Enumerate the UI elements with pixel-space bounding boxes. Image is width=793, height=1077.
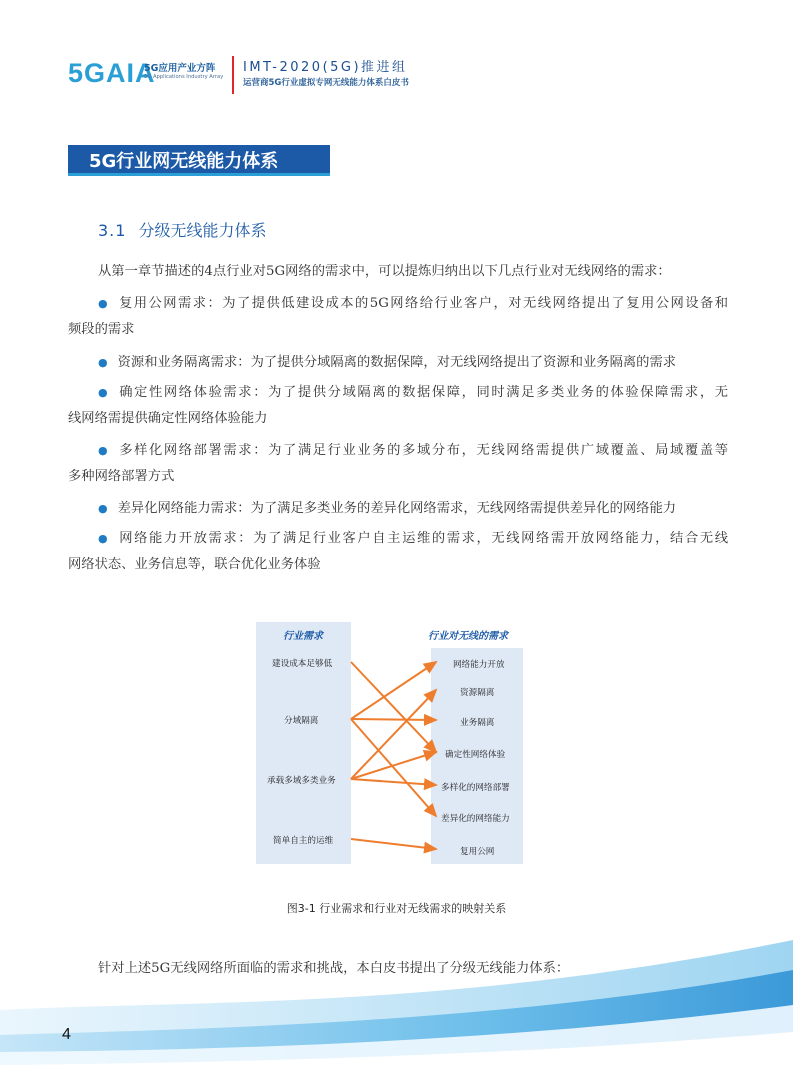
org-title: IMT-2020(5G)推进组 [243,60,408,75]
bullet-dot-icon: ● [98,444,110,457]
list-item [68,291,728,343]
right-header: 行业对无线的需求 [428,631,508,642]
page-number: 4 [62,1026,71,1043]
bullet-line: ● 资源和业务隔离需求：为了提供分域隔离的数据保障，对无线网络提出了资源和业务隔离的需求 [98,355,677,370]
arrows-layer [256,622,541,867]
bullet-line: ● 网络能力开放需求：为了满足行业客户自主运维的需求，无线网络需开放网络能力，结合无线 [98,531,729,546]
list-item [68,438,728,490]
right-item: 多样化的网络部署 [441,783,510,793]
mapping-arrow [351,662,436,719]
bullet-line: ● 多样化网络部署需求：为了满足行业业务的多域分布，无线网络需提供广域覆盖、局域覆盖等 [98,443,729,458]
right-item: 网络能力开放 [453,660,505,670]
bullet-dot-icon: ● [98,386,110,399]
section-title: 5G行业网无线能力体系 [89,151,279,172]
logo-text: 5GAIA [68,58,156,88]
bullet-line-continued: 网络状态、业务信息等，联合优化业务体验 [68,557,321,572]
mapping-arrow [351,839,436,849]
right-item: 确定性网络体验 [445,750,506,760]
figure-caption: 图3-1 行业需求和行业对无线需求的映射关系 [286,902,507,915]
mapping-arrow [351,779,436,785]
bullet-line-continued: 多种网络部署方式 [68,469,175,484]
mapping-diagram [256,622,541,867]
bullet-line-continued: 频段的需求 [68,322,135,337]
mapping-arrow [351,662,436,752]
subsection-heading [98,218,266,241]
bullet-line-continued: 线网络需提供确定性网络体验能力 [68,411,268,426]
mapping-arrow [351,719,436,720]
header-divider [232,56,234,94]
left-item: 承载多域多类业务 [267,776,336,786]
bullet-dot-icon: ● [98,502,108,515]
subsection-title: 分级无线能力体系 [138,221,267,240]
logo-en-text: 5G Applications Industry Array [144,74,224,80]
bullet-dot-icon: ● [98,532,110,545]
logo [68,54,228,94]
doc-subtitle: 运营商5G行业虚拟专网无线能力体系白皮书 [243,78,409,88]
intro-paragraph: 从第一章节描述的4点行业对5G网络的需求中，可以提炼归纳出以下几点行业对无线网络的需求： [98,264,671,279]
right-item: 复用公网 [460,847,495,857]
bullet-line: ● 复用公网需求：为了提供低建设成本的5G网络给行业客户，对无线网络提出了复用公网设备和 [98,296,728,311]
section-title-bar [68,145,330,176]
bullet-line: ● 差异化网络能力需求：为了满足多类业务的差异化网络需求，无线网络需提供差异化的网络能力 [98,501,677,516]
right-item: 资源隔离 [460,688,495,698]
bullet-line: ● 确定性网络体验需求：为了提供分域隔离的数据保障，同时满足多类业务的体验保障需求，无 [98,385,729,400]
left-header: 行业需求 [283,631,323,642]
list-item [68,496,728,522]
left-item: 分域隔离 [284,716,319,726]
list-item [68,350,728,376]
list-item [68,380,728,432]
left-item: 简单自主的运维 [273,836,334,846]
left-item: 建设成本足够低 [272,659,333,669]
subsection-number: 3.1 [98,221,127,240]
bullet-dot-icon: ● [98,297,110,310]
logo-cn-text: 5G应用产业方阵 [144,63,216,74]
right-item: 业务隔离 [460,718,495,728]
list-item [68,526,728,578]
right-item: 差异化的网络能力 [441,814,510,824]
bullet-dot-icon: ● [98,356,108,369]
closing-paragraph: 针对上述5G无线网络所面临的需求和挑战，本白皮书提出了分级无线能力体系： [98,961,570,976]
